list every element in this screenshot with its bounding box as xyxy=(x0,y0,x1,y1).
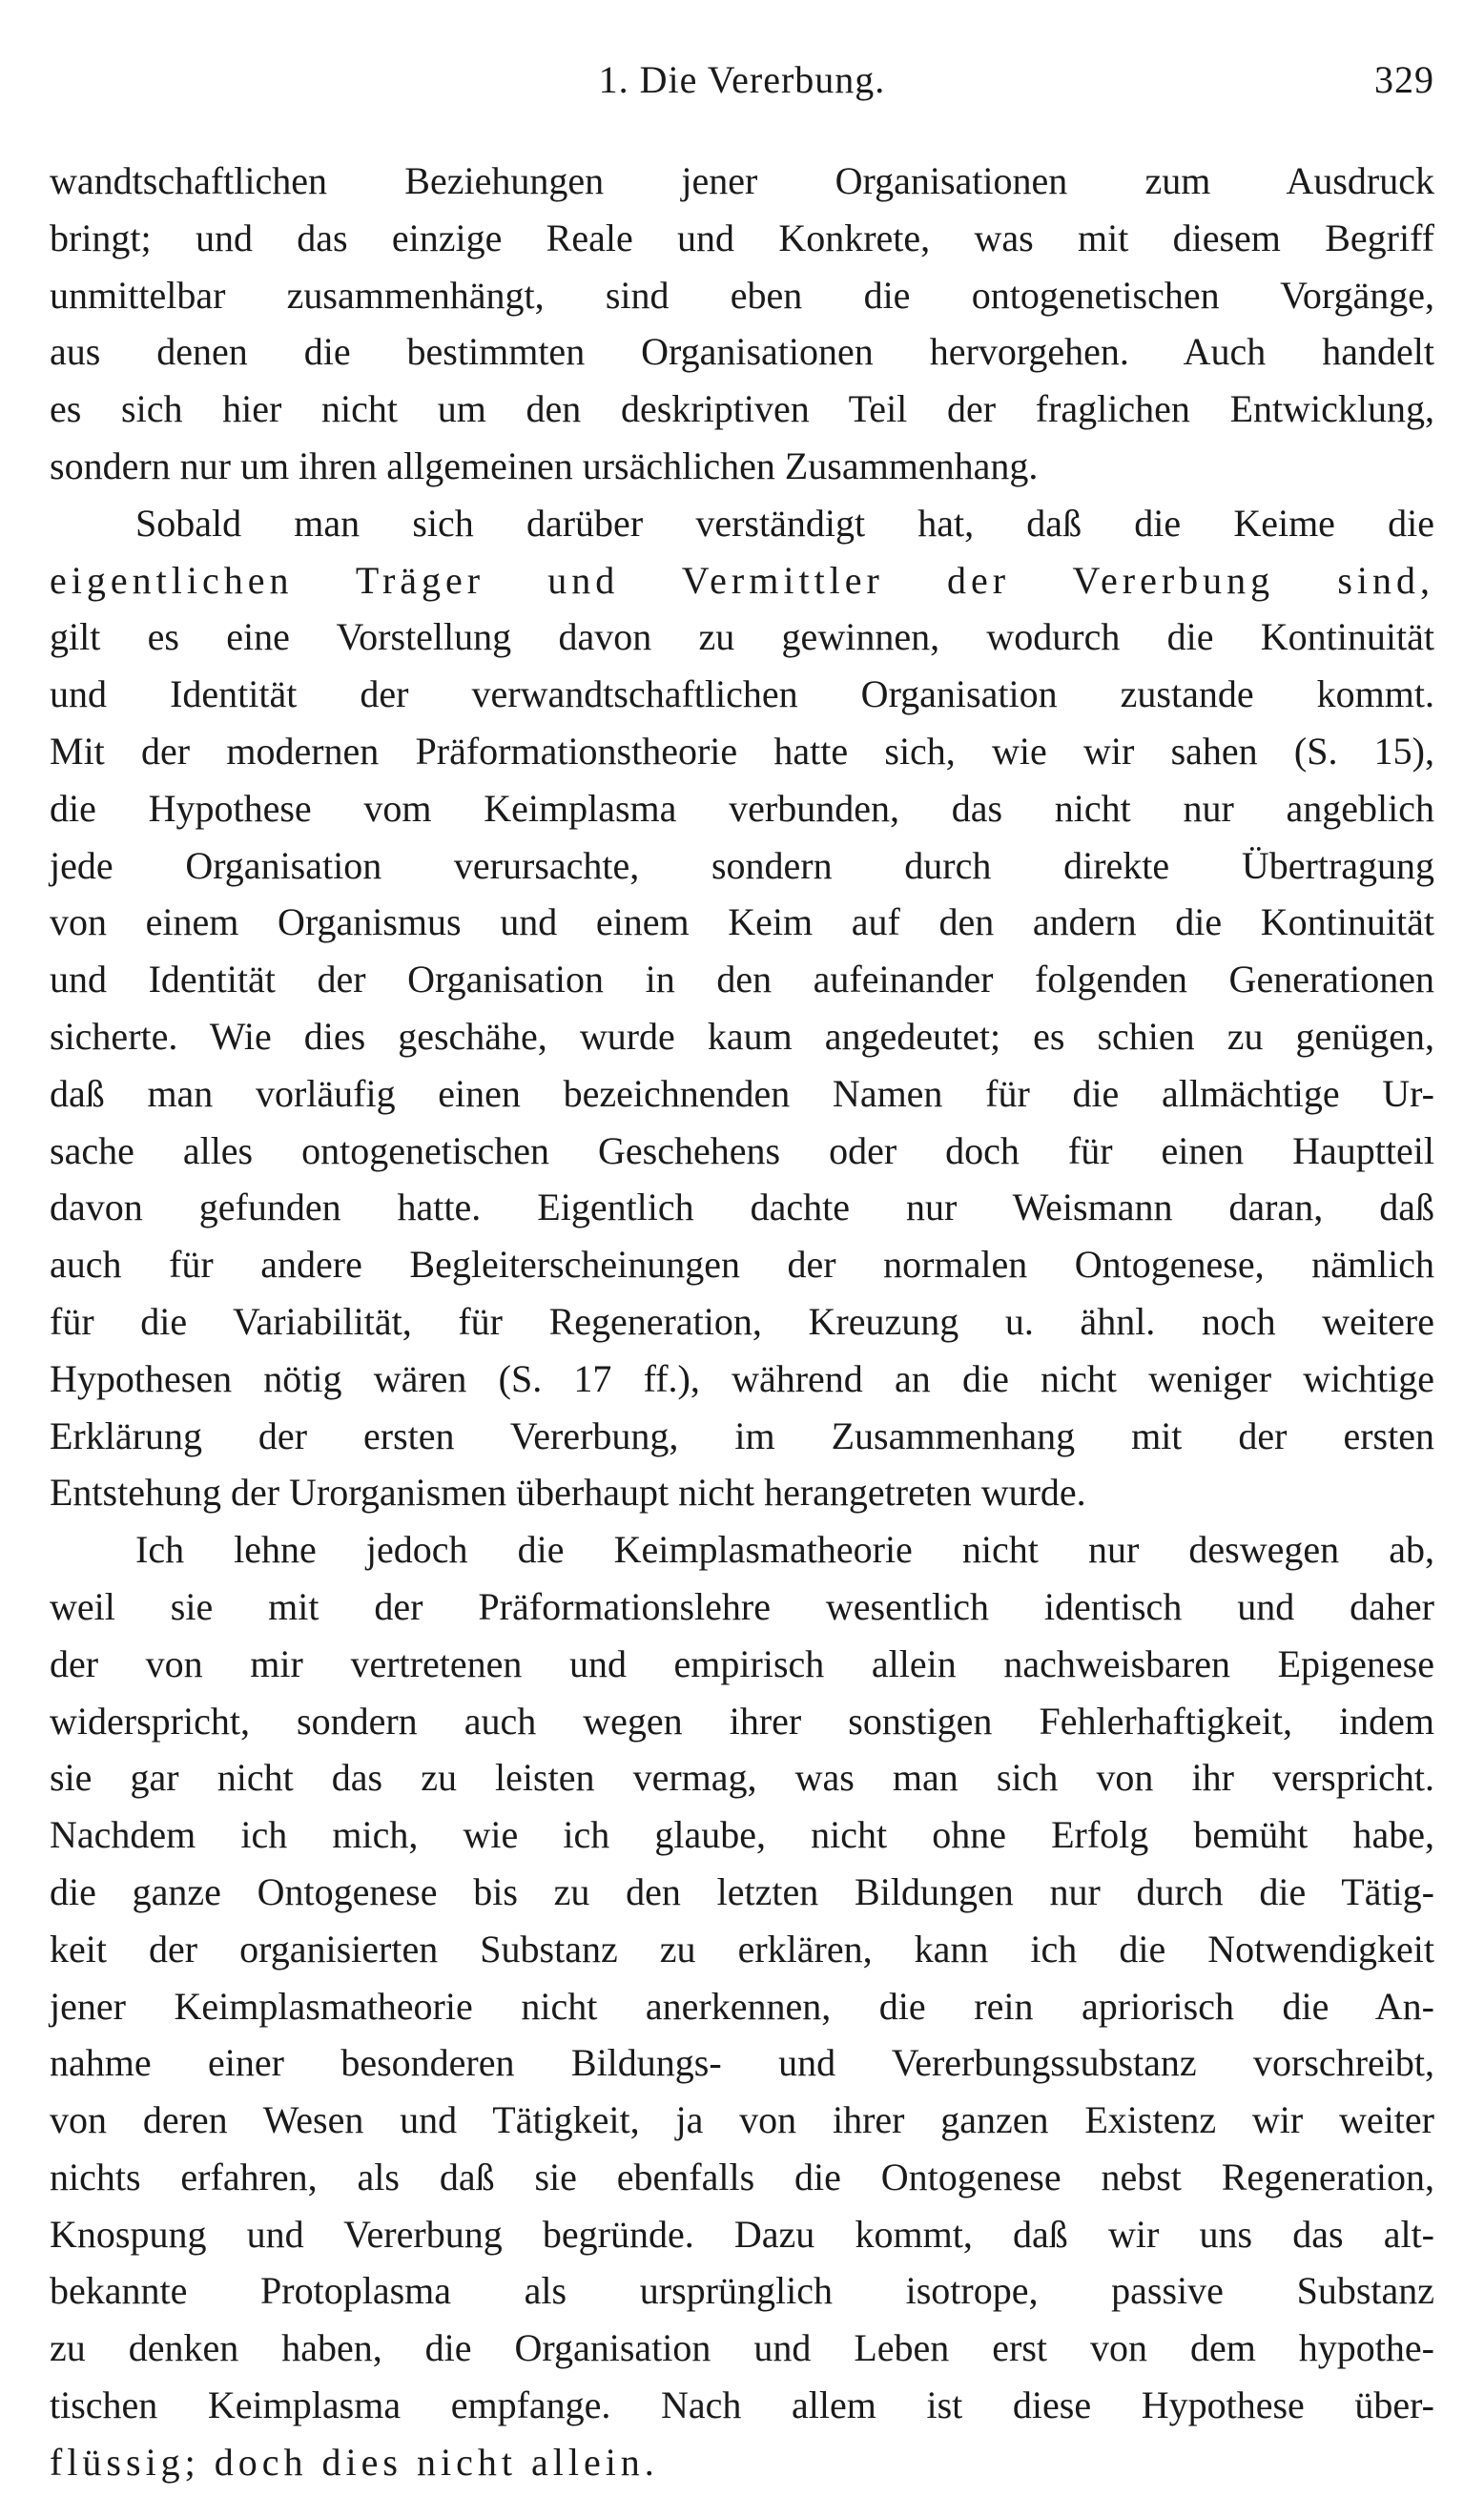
text-line: es sich hier nicht um den deskriptiven Teil der fraglichen Entwicklung, xyxy=(50,387,1434,431)
text-line: Nachdem ich mich, wie ich glaube, nicht ohne Erfolg bemüht habe, xyxy=(50,1813,1434,1857)
paragraph xyxy=(50,1521,1434,2491)
paragraph xyxy=(50,495,1434,1521)
text-line: jener Keimplasmatheorie nicht anerkennen, die rein apriorisch die An- xyxy=(50,1984,1434,2028)
text-line: Knospung und Vererbung begründe. Dazu kommt, daß wir uns das alt- xyxy=(50,2212,1434,2256)
paragraph xyxy=(50,153,1434,495)
chapter-title: 1. Die Vererbung. xyxy=(598,58,886,101)
text-line: keit der organisierten Substanz zu erklären, kann ich die Notwendigkeit xyxy=(50,1927,1434,1971)
text-line: auch für andere Begleiterscheinungen der normalen Ontogenese, nämlich xyxy=(50,1243,1434,1287)
text-line: Hypothesen nötig wären (S. 17 ff.), während an die nicht weniger wichtige xyxy=(50,1356,1434,1400)
text-line: widerspricht, sondern auch wegen ihrer sonstigen Fehlerhaftigkeit, indem xyxy=(50,1699,1434,1743)
text-line: nahme einer besonderen Bildungs- und Vererbungssubstanz vorschreibt, xyxy=(50,2041,1434,2085)
text-line: Entstehung der Urorganismen überhaupt nicht herangetreten wurde. xyxy=(50,1471,1086,1515)
text-line: eigentlichen Träger und Vermittler der Vererbung sind, xyxy=(50,558,1434,602)
text-line: nichts erfahren, als daß sie ebenfalls die Ontogenese nebst Regeneration, xyxy=(50,2155,1434,2198)
text-line: Erklärung der ersten Vererbung, im Zusammenhang mit der ersten xyxy=(50,1414,1434,1457)
text-line: wandtschaftlichen Beziehungen jener Organisationen zum Ausdruck xyxy=(50,159,1434,202)
text-line: unmittelbar zusammenhängt, sind eben die ontogenetischen Vorgänge, xyxy=(50,273,1434,317)
text-line: sie gar nicht das zu leisten vermag, was man sich von ihr verspricht. xyxy=(50,1756,1434,1800)
text-line: flüssig; doch dies nicht allein. xyxy=(50,2440,659,2484)
text-line: und Identität der verwandtschaftlichen Organisation zustande kommt. xyxy=(50,672,1434,716)
text-line: jede Organisation verursachte, sondern durch direkte Übertragung xyxy=(50,843,1434,887)
text-line: daß man vorläufig einen bezeichnenden Namen für die allmächtige Ur- xyxy=(50,1071,1434,1115)
text-line: weil sie mit der Präformationslehre wesentlich identisch und daher xyxy=(50,1584,1434,1628)
text-line: von deren Wesen und Tätigkeit, ja von ihrer ganzen Existenz wir weiter xyxy=(50,2098,1434,2142)
text-line: Ich lehne jedoch die Keimplasmatheorie nicht nur deswegen ab, xyxy=(135,1528,1434,1572)
page-number: 329 xyxy=(1374,58,1434,101)
text-line: bringt; und das einzige Reale und Konkrete, was mit diesem Begriff xyxy=(50,216,1434,259)
text-line: der von mir vertretenen und empirisch allein nachweisbaren Epigenese xyxy=(50,1641,1434,1685)
body-text xyxy=(50,153,1434,2491)
text-line: die Hypothese vom Keimplasma verbunden, das nicht nur angeblich xyxy=(50,786,1434,830)
text-line: tischen Keimplasma empfange. Nach allem ist diese Hypothese über- xyxy=(50,2384,1434,2427)
text-line: für die Variabilität, für Regeneration, Kreuzung u. ähnl. noch weitere xyxy=(50,1299,1434,1343)
text-line: zu denken haben, die Organisation und Leben erst von dem hypothe- xyxy=(50,2326,1434,2370)
text-line: Mit der modernen Präformationstheorie hatte sich, wie wir sahen (S. 15), xyxy=(50,729,1434,773)
text-line: und Identität der Organisation in den aufeinander folgenden Generationen xyxy=(50,958,1434,1001)
text-line: davon gefunden hatte. Eigentlich dachte nur Weismann daran, daß xyxy=(50,1186,1434,1229)
text-line: sicherte. Wie dies geschähe, wurde kaum angedeutet; es schien zu genügen, xyxy=(50,1014,1434,1058)
text-line: Sobald man sich darüber verständigt hat, daß die Keime die xyxy=(135,501,1434,545)
running-header xyxy=(50,57,1434,114)
text-line: sache alles ontogenetischen Geschehens oder doch für einen Hauptteil xyxy=(50,1128,1434,1172)
text-line: bekannte Protoplasma als ursprünglich isotrope, passive Substanz xyxy=(50,2269,1434,2313)
text-line: von einem Organismus und einem Keim auf den andern die Kontinuität xyxy=(50,900,1434,944)
text-line: gilt es eine Vorstellung davon zu gewinnen, wodurch die Kontinuität xyxy=(50,615,1434,659)
text-line: sondern nur um ihren allgemeinen ursächlichen Zusammenhang. xyxy=(50,444,1039,487)
text-line: aus denen die bestimmten Organisationen hervorgehen. Auch handelt xyxy=(50,330,1434,374)
text-line: die ganze Ontogenese bis zu den letzten Bildungen nur durch die Tätig- xyxy=(50,1869,1434,1913)
